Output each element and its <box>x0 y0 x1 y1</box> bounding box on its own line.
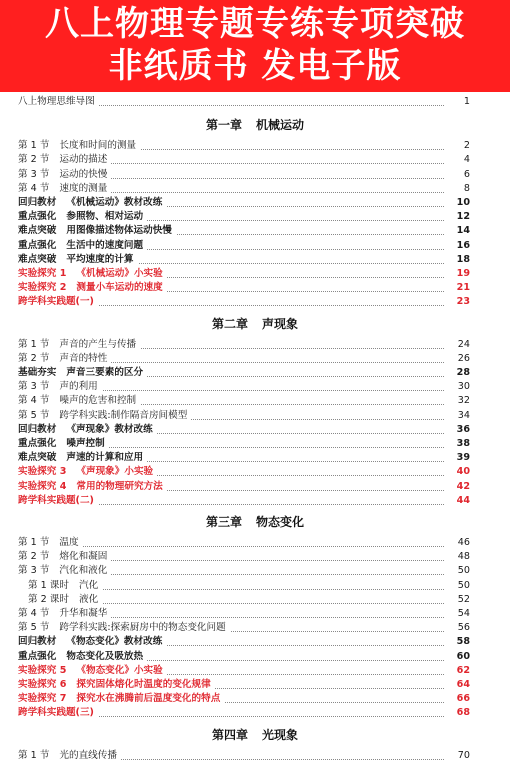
toc-entry-title: 光的直线传播 <box>59 749 117 761</box>
toc-entry-title: 参照物、相对运动 <box>66 211 144 223</box>
toc-entry-text <box>18 750 121 761</box>
toc-entry-title: 升华和凝华 <box>59 608 108 619</box>
toc-entry-text <box>18 495 98 506</box>
toc-entry-title: 速度的测量 <box>59 182 108 194</box>
toc-page-number: 14 <box>446 224 470 238</box>
toc-entry-text <box>18 367 147 378</box>
toc-entry[interactable] <box>18 437 470 451</box>
toc-entry-label: 第 4 节 <box>18 608 50 619</box>
banner-subtitle: 非纸质书 发电子版 <box>108 46 402 86</box>
toc-entry-title: 声音三要素的区分 <box>66 367 144 378</box>
toc-entry[interactable] <box>18 494 470 508</box>
toc-entry-text <box>18 225 176 236</box>
toc-entry-title: 运动的快慢 <box>59 168 108 180</box>
toc-entry[interactable] <box>18 451 470 465</box>
chapter-heading <box>0 727 510 743</box>
toc-entry-text <box>18 197 166 208</box>
toc-entry-label: 第 1 节 <box>18 140 50 152</box>
toc-entry-title: 《机械运动》教材改练 <box>66 197 163 208</box>
toc-entry-label: 第 2 节 <box>18 551 50 563</box>
toc-entry-text <box>18 565 111 576</box>
toc-page-number: 21 <box>446 281 470 295</box>
toc-entry-label: 第 3 节 <box>18 168 50 180</box>
toc-entry-title: 探究固体熔化时温度的变化规律 <box>76 679 211 690</box>
toc-entry-text <box>18 608 111 619</box>
toc-entry-label: 重点强化 <box>18 239 57 251</box>
toc-entry-label: 第 1 节 <box>18 749 50 761</box>
toc-entry-text <box>18 594 102 605</box>
toc-entry[interactable] <box>18 650 470 664</box>
toc-entry-label: 跨学科实践题(一) <box>18 296 94 308</box>
toc-page-number: 6 <box>446 168 470 182</box>
toc-entry[interactable] <box>18 465 470 479</box>
toc-entry-text <box>18 424 157 435</box>
toc-entry-title: 汽化 <box>78 579 99 591</box>
toc-entry-label: 跨学科实践题(二) <box>18 494 94 506</box>
toc-entry-label: 重点强化 <box>18 650 57 662</box>
toc-entry[interactable] <box>18 295 470 309</box>
chapter-number: 第一章 <box>205 118 242 133</box>
toc-page-number: 36 <box>446 423 470 437</box>
toc-entry[interactable] <box>18 267 470 281</box>
toc-page-number: 62 <box>446 664 470 678</box>
toc-entry[interactable] <box>18 706 470 720</box>
toc-page-number: 28 <box>446 366 470 380</box>
chapter-heading <box>0 514 510 530</box>
toc-entry-title: 生活中的速度问题 <box>66 239 144 251</box>
toc-entry-title: 《声现象》小实验 <box>76 466 154 478</box>
toc-entry-text <box>18 254 138 265</box>
toc-page-number: 8 <box>446 182 470 196</box>
toc-page-number: 1 <box>446 95 470 109</box>
chapter-number: 第四章 <box>211 727 248 742</box>
toc-entry[interactable] <box>18 224 470 238</box>
toc-entry[interactable] <box>18 95 470 109</box>
toc-entry-text <box>18 580 102 591</box>
toc-page-number: 60 <box>446 650 470 664</box>
toc-entry[interactable] <box>18 550 470 564</box>
toc-entry-text <box>18 381 102 392</box>
toc-entry-label: 回归教材 <box>18 423 57 435</box>
toc-entry-title: 声音的特性 <box>59 352 108 364</box>
toc-entry[interactable] <box>18 692 470 706</box>
toc-entry[interactable] <box>18 168 470 182</box>
toc-entry-text <box>18 452 147 463</box>
toc-entry-title: 物态变化及吸放热 <box>66 650 144 662</box>
toc-page-number: 66 <box>446 692 470 706</box>
toc-entry-text <box>18 282 167 293</box>
toc-entry-text <box>18 438 109 449</box>
toc-entry-title: 平均速度的计算 <box>66 253 134 265</box>
toc-page-number: 40 <box>446 465 470 479</box>
toc-page-number: 64 <box>446 678 470 692</box>
toc-page-number: 19 <box>446 267 470 281</box>
toc-entry-text <box>18 353 111 364</box>
toc-entry-label: 实验探究 5 <box>18 664 67 676</box>
toc-entry[interactable] <box>18 210 470 224</box>
toc-entry-text <box>18 211 147 222</box>
chapter-heading <box>0 117 510 133</box>
toc-page-number: 18 <box>446 253 470 267</box>
toc-entry-text <box>18 679 215 690</box>
toc-entry-label: 第 3 节 <box>18 381 50 393</box>
toc-entry-label: 第 4 节 <box>18 182 50 194</box>
toc-page-number: 50 <box>446 564 470 578</box>
toc-entry-label: 回归教材 <box>18 636 57 648</box>
toc-entry-label: 难点突破 <box>18 225 57 237</box>
toc-page-number: 38 <box>446 437 470 451</box>
toc-entry-label: 实验探究 7 <box>18 693 67 705</box>
toc-entry-label: 第 2 节 <box>18 352 50 364</box>
toc-entry-text <box>18 410 191 421</box>
toc-entry[interactable] <box>18 621 470 635</box>
toc-entry-label: 重点强化 <box>18 211 57 223</box>
toc-page-number: 30 <box>446 380 470 394</box>
toc-page-number: 50 <box>446 579 470 593</box>
toc-entry[interactable] <box>18 139 470 153</box>
chapter-name: 声现象 <box>262 316 299 331</box>
toc-entry-text <box>18 551 111 562</box>
toc-entry[interactable] <box>18 480 470 494</box>
toc-entry[interactable] <box>18 564 470 578</box>
toc-entry-label: 重点强化 <box>18 438 57 449</box>
toc-entry-text <box>18 268 167 279</box>
toc-entry-label: 实验探究 6 <box>18 679 67 690</box>
toc-entry[interactable] <box>18 394 470 408</box>
toc-entry-text <box>18 665 167 676</box>
chapter-name: 物态变化 <box>256 515 305 529</box>
toc-page-number: 54 <box>446 607 470 621</box>
toc-entry-text <box>18 622 230 633</box>
toc-entry-label: 第 2 课时 <box>28 593 69 605</box>
toc-entry-title: 常用的物理研究方法 <box>76 480 163 492</box>
toc-entry-title: 声的利用 <box>59 381 98 393</box>
toc-entry-text <box>18 96 99 107</box>
toc-entry-title: 汽化和液化 <box>59 565 108 577</box>
toc-entry[interactable] <box>18 352 470 366</box>
toc-entry-label: 难点突破 <box>18 452 57 464</box>
toc-entry-title: 声音的产生与传播 <box>59 338 137 350</box>
chapter-number: 第三章 <box>205 515 242 529</box>
toc-page-number: 12 <box>446 210 470 224</box>
toc-page-number: 68 <box>446 706 470 720</box>
toc-entry-label: 第 1 节 <box>18 537 50 548</box>
toc-entry[interactable] <box>18 153 470 167</box>
toc-entry-title: 噪声的危害和控制 <box>59 395 137 407</box>
toc-entry[interactable] <box>18 196 470 210</box>
toc-page-number: 46 <box>446 536 470 550</box>
toc-entry-title: 熔化和凝固 <box>59 551 108 563</box>
toc-entry[interactable] <box>18 409 470 423</box>
toc-entry-title: 温度 <box>59 537 79 548</box>
toc-entry[interactable] <box>18 253 470 267</box>
toc-entry-label: 八上物理思维导图 <box>18 96 95 107</box>
toc-entry-text <box>18 339 140 350</box>
toc-entry-label: 难点突破 <box>18 253 57 265</box>
toc-page-number: 4 <box>446 153 470 167</box>
toc-entry-title: 运动的描述 <box>59 154 108 166</box>
toc-entry-label: 第 2 节 <box>18 154 50 166</box>
toc-entry-label: 第 1 节 <box>18 338 50 350</box>
toc-entry-label: 第 1 课时 <box>28 579 69 591</box>
banner-title: 八上物理专题专练专项突破 <box>45 4 465 44</box>
toc-entry-title: 《物态变化》小实验 <box>76 664 163 676</box>
toc-entry[interactable] <box>18 678 470 692</box>
toc-entry-text <box>18 296 98 307</box>
toc-entry-label: 实验探究 4 <box>18 480 67 492</box>
toc-entry-text <box>18 240 147 251</box>
toc-entry-title: 《物态变化》教材改练 <box>66 636 163 648</box>
toc-entry-title: 跨学科实践:制作隔音房间模型 <box>59 409 188 421</box>
toc-entry[interactable] <box>18 281 470 295</box>
toc-entry-title: 《机械运动》小实验 <box>76 268 163 279</box>
toc-entry-title: 测量小车运动的速度 <box>76 282 163 294</box>
toc-entry[interactable] <box>18 239 470 253</box>
toc-page-number: 39 <box>446 451 470 465</box>
toc-entry[interactable] <box>18 664 470 678</box>
toc-entry[interactable] <box>18 366 470 380</box>
toc-entry-label: 跨学科实践题(三) <box>18 707 94 719</box>
toc-entry[interactable] <box>18 338 470 352</box>
toc-entry-text <box>18 537 83 548</box>
toc-entry-label: 实验探究 1 <box>18 268 67 279</box>
toc-entry-label: 第 3 节 <box>18 565 50 577</box>
toc-entry-text <box>18 154 111 165</box>
toc-page-number: 26 <box>446 352 470 366</box>
toc-page-number: 32 <box>446 394 470 408</box>
toc-entry[interactable] <box>18 579 470 593</box>
toc-entry[interactable] <box>18 380 470 394</box>
toc-page-number: 10 <box>446 196 470 210</box>
toc-entry-label: 实验探究 3 <box>18 466 67 478</box>
toc-page-number: 58 <box>446 635 470 649</box>
toc-entry-title: 液化 <box>78 593 99 605</box>
toc-entry-text <box>18 707 98 718</box>
toc-entry-title: 长度和时间的测量 <box>59 140 137 152</box>
toc-page-number: 70 <box>446 749 470 763</box>
toc-entry-title: 《声现象》教材改练 <box>66 423 153 435</box>
toc-entry-text <box>18 693 224 704</box>
toc-entry-text <box>18 140 140 151</box>
toc-entry-label: 实验探究 2 <box>18 282 67 294</box>
toc-entry-title: 跨学科实践:探索厨房中的物态变化问题 <box>59 622 226 634</box>
toc-page-number: 16 <box>446 239 470 253</box>
toc-page-number: 52 <box>446 593 470 607</box>
toc-page-number: 48 <box>446 550 470 564</box>
toc-entry[interactable] <box>18 536 470 550</box>
toc-entry-title: 用图像描述物体运动快慢 <box>66 225 172 237</box>
toc-entry-text <box>18 466 157 477</box>
toc-page-number: 23 <box>446 295 470 309</box>
toc-page-number: 56 <box>446 621 470 635</box>
toc-entry-label: 第 5 节 <box>18 409 50 421</box>
toc-page-number: 2 <box>446 139 470 153</box>
toc-entry-text <box>18 183 111 194</box>
toc-entry-title: 声速的计算和应用 <box>66 452 144 464</box>
toc-entry[interactable] <box>18 635 470 649</box>
toc-entry-label: 基础夯实 <box>18 367 57 378</box>
toc-entry-title: 探究水在沸腾前后温度变化的特点 <box>76 693 221 705</box>
toc-entry-label: 回归教材 <box>18 197 57 208</box>
chapter-name: 机械运动 <box>256 118 305 133</box>
toc-entry[interactable] <box>18 182 470 196</box>
chapter-heading <box>0 316 510 332</box>
toc-entry-text <box>18 169 111 180</box>
toc-page-number: 24 <box>446 338 470 352</box>
toc-page-number: 42 <box>446 480 470 494</box>
toc-page-number: 44 <box>446 494 470 508</box>
promo-banner <box>0 0 510 92</box>
toc-entry-text <box>18 395 140 406</box>
toc-entry[interactable] <box>18 593 470 607</box>
toc-entry-title: 噪声控制 <box>66 438 105 449</box>
chapter-name: 光现象 <box>262 727 299 742</box>
toc-entry-text <box>18 651 147 662</box>
toc-entry[interactable] <box>18 423 470 437</box>
toc-page-number: 34 <box>446 409 470 423</box>
toc-entry[interactable] <box>18 749 470 763</box>
chapter-number: 第二章 <box>211 316 248 331</box>
toc-entry[interactable] <box>18 607 470 621</box>
toc-entry-label: 第 5 节 <box>18 622 50 634</box>
toc-entry-text <box>18 481 167 492</box>
toc-entry-label: 第 4 节 <box>18 395 50 407</box>
toc-entry-text <box>18 636 166 647</box>
